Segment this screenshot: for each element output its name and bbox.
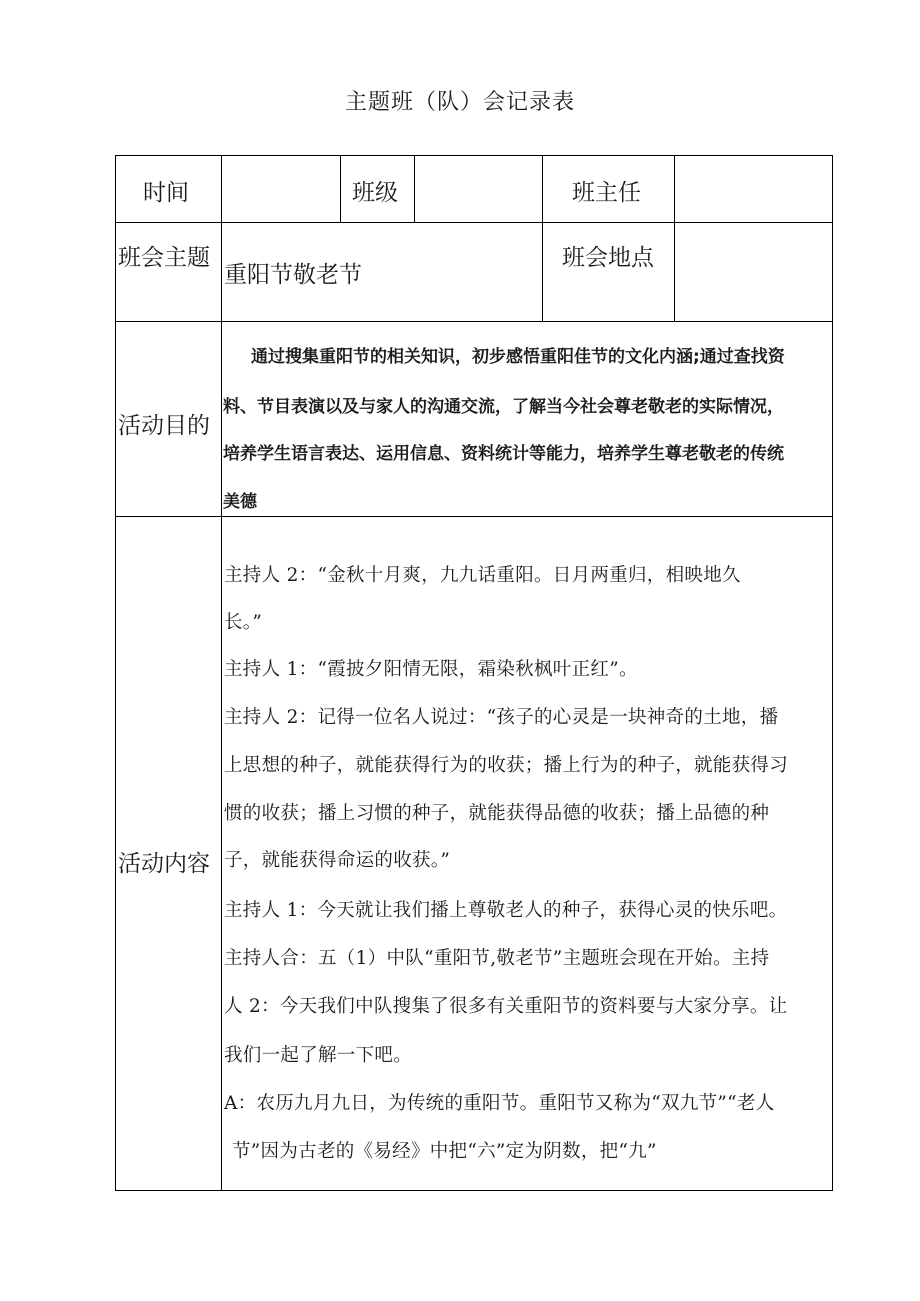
content-text-line: 主持人 1：“霞披夕阳情无限，霜染秋枫叶正红”。 <box>224 659 638 680</box>
content-text-line: 主持人合：五（1）中队“重阳节,敬老节”主题班会现在开始。主持 <box>224 948 770 969</box>
meeting-location-label: 班会地点 <box>562 245 654 271</box>
purpose-text-line: 美德 <box>223 492 257 512</box>
content-text-line: 惯的收获；播上习惯的种子，就能获得品德的收获；播上品德的种 <box>224 803 770 824</box>
content-text-line: 节”因为古老的《易经》中把“六”定为阴数，把“九” <box>232 1141 657 1162</box>
table-rule <box>221 155 222 1191</box>
content-text-line: 主持人 2：记得一位名人说过：“孩子的心灵是一块神奇的土地，播 <box>224 707 779 728</box>
table-rule <box>414 155 415 223</box>
table-rule <box>340 155 341 223</box>
activity-purpose-label: 活动目的 <box>118 413 210 439</box>
table-rule <box>542 155 543 322</box>
table-rule <box>115 155 116 1191</box>
content-text-line: A：农历九月九日，为传统的重阳节。重阳节又称为“双九节”“老人 <box>224 1093 775 1114</box>
content-text-line: 人 2：今天我们中队搜集了很多有关重阳节的资料要与大家分享。让 <box>224 996 788 1017</box>
document-title: 主题班（队）会记录表 <box>344 90 575 115</box>
purpose-text-line: 料、节目表演以及与家人的沟通交流，了解当今社会尊老敬老的实际情况， <box>223 397 784 417</box>
class-label: 班级 <box>352 180 398 206</box>
content-text-line: 主持人 1：今天就让我们播上尊敬老人的种子，获得心灵的快乐吧。 <box>224 900 788 921</box>
activity-content-label: 活动内容 <box>118 851 210 877</box>
content-text-line: 主持人 2：“金秋十月爽，九九话重阳。日月两重归，相映地久 <box>224 565 741 586</box>
table-rule <box>674 155 675 322</box>
table-rule <box>115 321 833 322</box>
purpose-text-line: 培养学生语言表达、运用信息、资料统计等能力，培养学生尊老敬老的传统 <box>223 444 784 464</box>
table-rule <box>115 1190 833 1191</box>
head-teacher-label: 班主任 <box>572 180 641 206</box>
content-text-line: 上思想的种子，就能获得行为的收获；播上行为的种子，就能获得习 <box>224 755 789 776</box>
purpose-text-line: 通过搜集重阳节的相关知识，初步感悟重阳佳节的文化内涵;通过查找资 <box>251 347 785 367</box>
content-text-line: 子，就能获得命运的收获。” <box>224 850 451 871</box>
meeting-theme-label: 班会主题 <box>118 245 210 271</box>
time-label: 时间 <box>143 180 189 206</box>
table-rule <box>115 222 833 223</box>
table-rule <box>115 516 833 517</box>
content-text-line: 我们一起了解一下吧。 <box>224 1045 413 1066</box>
table-rule <box>115 155 833 156</box>
meeting-theme-value: 重阳节敬老节 <box>224 262 362 288</box>
table-rule <box>832 155 833 1191</box>
content-text-line: 长。” <box>224 612 263 633</box>
